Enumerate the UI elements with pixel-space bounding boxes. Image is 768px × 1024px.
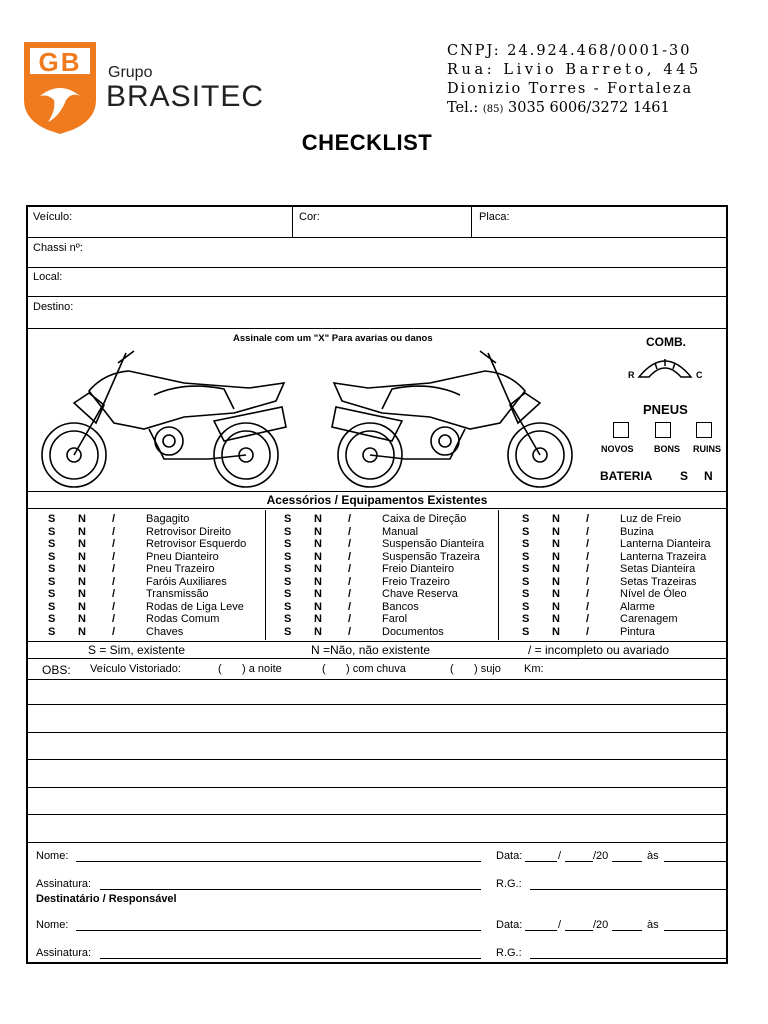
battery-no: N <box>704 469 713 483</box>
accessory-label: Bancos <box>382 600 419 613</box>
accessory-label: Setas Trazeiras <box>620 575 697 588</box>
partial-mark[interactable]: / <box>586 600 590 613</box>
no-mark[interactable]: N <box>78 563 86 575</box>
partial-mark[interactable]: / <box>112 600 116 613</box>
date-day-2[interactable] <box>525 930 557 931</box>
rg-label-2: R.G.: <box>496 947 522 959</box>
accessory-label: Suspensão Trazeira <box>382 550 480 563</box>
yes-mark[interactable]: S <box>284 563 292 575</box>
signature-label-2: Assinatura: <box>36 947 92 959</box>
partial-mark[interactable]: / <box>586 525 590 538</box>
partial-mark[interactable]: / <box>112 625 116 638</box>
rg-label-1: R.G.: <box>496 878 522 890</box>
yes-mark[interactable]: S <box>284 525 292 538</box>
no-mark[interactable]: N <box>552 513 560 525</box>
no-mark[interactable]: N <box>314 600 322 613</box>
legend-partial: / = incompleto ou avariado <box>528 643 670 657</box>
name-label-1: Nome: <box>36 850 69 862</box>
rain-paren: ( <box>322 663 326 675</box>
veiculo-label: Veículo: <box>33 211 73 223</box>
no-mark[interactable]: N <box>78 525 86 538</box>
yes-mark[interactable]: S <box>522 600 530 613</box>
signature-field-1[interactable] <box>100 889 481 890</box>
yes-mark[interactable]: S <box>284 550 292 563</box>
motorcycle-left-side-diagram <box>34 343 289 491</box>
partial-mark[interactable]: / <box>348 575 352 588</box>
company-info <box>447 42 710 119</box>
no-mark[interactable]: N <box>552 563 560 575</box>
yes-mark[interactable]: S <box>284 575 292 588</box>
partial-mark[interactable]: / <box>112 563 116 575</box>
time-label-2: às <box>647 919 659 931</box>
partial-mark[interactable]: / <box>112 538 116 550</box>
accessory-label: Chave Reserva <box>382 588 458 600</box>
date-year-1[interactable] <box>612 861 642 862</box>
yes-mark[interactable]: S <box>522 575 530 588</box>
date-month-1[interactable] <box>565 861 593 862</box>
accessory-label: Pneu Dianteiro <box>146 550 219 563</box>
yes-mark[interactable]: S <box>48 575 56 588</box>
battery-yes: S <box>680 469 689 483</box>
checklist-form <box>26 205 728 964</box>
battery-label: BATERIA <box>600 469 653 483</box>
yes-mark[interactable]: S <box>284 538 292 550</box>
cor-label: Cor: <box>299 211 320 223</box>
partial-mark[interactable]: / <box>586 563 590 575</box>
date-sep-2: / <box>558 919 562 931</box>
fuel-gauge-icon <box>633 353 697 379</box>
yes-mark[interactable]: S <box>48 550 56 563</box>
accessory-label: Alarme <box>620 600 655 613</box>
no-mark[interactable]: N <box>552 625 560 638</box>
no-mark[interactable]: N <box>314 513 322 525</box>
accessory-label: Lanterna Dianteira <box>620 538 711 550</box>
accessory-label: Chaves <box>146 625 184 638</box>
no-mark[interactable]: N <box>314 550 322 563</box>
yes-mark[interactable]: S <box>284 625 292 638</box>
night-paren: ( <box>218 663 222 675</box>
motorcycle-right-side-diagram <box>330 343 580 491</box>
accessory-label: Pneu Trazeiro <box>146 563 215 575</box>
accessory-label: Rodas de Liga Leve <box>146 600 244 613</box>
time-field-1[interactable] <box>664 861 726 862</box>
date-label-2: Data: <box>496 919 523 931</box>
accessory-label: Freio Trazeiro <box>382 575 450 588</box>
accessory-label: Farol <box>382 613 408 625</box>
rg-field-1[interactable] <box>530 889 726 890</box>
partial-mark[interactable]: / <box>348 538 352 550</box>
no-mark[interactable]: N <box>314 538 322 550</box>
partial-mark[interactable]: / <box>348 600 352 613</box>
no-mark[interactable]: N <box>78 538 86 550</box>
no-mark[interactable]: N <box>552 525 560 538</box>
yes-mark[interactable]: S <box>522 625 530 638</box>
partial-mark[interactable]: / <box>586 588 590 600</box>
yes-mark[interactable]: S <box>284 600 292 613</box>
partial-mark[interactable]: / <box>348 525 352 538</box>
local-label: Local: <box>33 271 63 283</box>
accessory-label: Luz de Freio <box>620 513 682 525</box>
brasitec-logo <box>20 40 100 134</box>
brand-prefix: Grupo <box>108 64 153 81</box>
name-label-2: Nome: <box>36 919 69 931</box>
partial-mark[interactable]: / <box>586 575 590 588</box>
no-mark[interactable]: N <box>314 575 322 588</box>
km-label: Km: <box>524 663 544 675</box>
date-year-prefix-2: /20 <box>593 919 609 931</box>
partial-mark[interactable]: / <box>348 613 352 625</box>
no-mark[interactable]: N <box>78 600 86 613</box>
yes-mark[interactable]: S <box>522 588 530 600</box>
obs-label: OBS: <box>42 663 71 677</box>
accessory-label: Setas Dianteira <box>620 563 696 575</box>
brand-name: BRASITEC <box>106 80 265 113</box>
partial-mark[interactable]: / <box>112 525 116 538</box>
partial-mark[interactable]: / <box>586 613 590 625</box>
dirty-paren: ( <box>450 663 454 675</box>
yes-mark[interactable]: S <box>48 563 56 575</box>
name-field-1[interactable] <box>76 861 481 862</box>
yes-mark[interactable]: S <box>522 550 530 563</box>
chassi-label: Chassi nº: <box>33 242 83 254</box>
no-mark[interactable]: N <box>552 600 560 613</box>
night-option[interactable]: ) a noite <box>242 663 282 675</box>
accessory-label: Carenagem <box>620 613 678 625</box>
yes-mark[interactable]: S <box>48 588 56 600</box>
tires-label: PNEUS <box>643 402 688 417</box>
no-mark[interactable]: N <box>314 613 322 625</box>
time-label-1: às <box>647 850 659 862</box>
partial-mark[interactable]: / <box>586 538 590 550</box>
partial-mark[interactable]: / <box>586 625 590 638</box>
partial-mark[interactable]: / <box>112 550 116 563</box>
accessory-label: Documentos <box>382 625 444 638</box>
date-sep-1: / <box>558 850 562 862</box>
yes-mark[interactable]: S <box>48 513 56 525</box>
accessories-heading: Acessórios / Equipamentos Existentes <box>266 493 488 507</box>
tire-bad-label: RUINS <box>693 444 722 454</box>
company-address-street: Rua: Livio Barreto, 445 <box>447 62 702 78</box>
no-mark[interactable]: N <box>314 563 322 575</box>
accessory-label: Transmissão <box>146 588 209 600</box>
partial-mark[interactable]: / <box>348 563 352 575</box>
no-mark[interactable]: N <box>552 575 560 588</box>
company-address-city: Dionizio Torres - Fortaleza <box>447 81 694 97</box>
no-mark[interactable]: N <box>314 625 322 638</box>
partial-mark[interactable]: / <box>586 550 590 563</box>
date-year-2[interactable] <box>612 930 642 931</box>
yes-mark[interactable]: S <box>522 538 530 550</box>
accessory-label: Faróis Auxiliares <box>146 575 227 588</box>
gauge-full-label: C <box>696 370 703 380</box>
tire-bad-checkbox[interactable] <box>696 422 712 438</box>
inspected-label: Veículo Vistoriado: <box>90 663 181 675</box>
accessory-label: Nível de Óleo <box>620 588 687 600</box>
no-mark[interactable]: N <box>78 513 86 525</box>
partial-mark[interactable]: / <box>112 513 116 525</box>
yes-mark[interactable]: S <box>48 525 56 538</box>
date-year-prefix-1: /20 <box>593 850 609 862</box>
partial-mark[interactable]: / <box>112 613 116 625</box>
partial-mark[interactable]: / <box>112 575 116 588</box>
no-mark[interactable]: N <box>78 613 86 625</box>
tire-new-checkbox[interactable] <box>613 422 629 438</box>
rain-option[interactable]: ) com chuva <box>346 663 406 675</box>
tire-new-label: NOVOS <box>601 444 634 454</box>
signature-field-2[interactable] <box>100 958 481 959</box>
signature-label-1: Assinatura: <box>36 878 92 890</box>
accessory-label: Retrovisor Direito <box>146 525 231 538</box>
partial-mark[interactable]: / <box>348 550 352 563</box>
yes-mark[interactable]: S <box>48 613 56 625</box>
accessory-label: Freio Dianteiro <box>382 563 455 575</box>
no-mark[interactable]: N <box>552 550 560 563</box>
no-mark[interactable]: N <box>552 588 560 600</box>
fuel-label: COMB. <box>646 335 686 349</box>
company-cnpj: CNPJ: 24.924.468/0001-30 <box>447 43 692 59</box>
yes-mark[interactable]: S <box>522 525 530 538</box>
accessory-label: Retrovisor Esquerdo <box>146 538 247 550</box>
yes-mark[interactable]: S <box>284 588 292 600</box>
name-field-2[interactable] <box>76 930 481 931</box>
no-mark[interactable]: N <box>552 538 560 550</box>
no-mark[interactable]: N <box>78 588 86 600</box>
recipient-heading: Destinatário / Responsável <box>36 893 177 905</box>
no-mark[interactable]: N <box>314 525 322 538</box>
date-day-1[interactable] <box>525 861 557 862</box>
rg-field-2[interactable] <box>530 958 726 959</box>
tire-good-checkbox[interactable] <box>655 422 671 438</box>
yes-mark[interactable]: S <box>48 625 56 638</box>
yes-mark[interactable]: S <box>284 613 292 625</box>
page-title: CHECKLIST <box>301 130 433 155</box>
partial-mark[interactable]: / <box>112 588 116 600</box>
partial-mark[interactable]: / <box>348 588 352 600</box>
partial-mark[interactable]: / <box>348 513 352 525</box>
date-label-1: Data: <box>496 850 523 862</box>
yes-mark[interactable]: S <box>522 513 530 525</box>
no-mark[interactable]: N <box>78 550 86 563</box>
no-mark[interactable]: N <box>314 588 322 600</box>
dirty-option[interactable]: ) sujo <box>474 663 501 675</box>
accessory-label: Suspensão Dianteira <box>382 538 485 550</box>
damage-instruction: Assinale com um "X" Para avarias ou danos <box>233 333 433 344</box>
date-month-2[interactable] <box>565 930 593 931</box>
yes-mark[interactable]: S <box>284 513 292 525</box>
legend-yes: S = Sim, existente <box>88 643 186 657</box>
accessory-label: Bagagito <box>146 513 190 525</box>
yes-mark[interactable]: S <box>48 538 56 550</box>
company-phone: Tel.: (85) 3035 6006/3272 1461 <box>447 100 670 116</box>
gauge-reserve-label: R <box>628 370 635 380</box>
destino-label: Destino: <box>33 301 74 313</box>
yes-mark[interactable]: S <box>48 600 56 613</box>
yes-mark[interactable]: S <box>522 563 530 575</box>
tire-good-label: BONS <box>654 444 681 454</box>
no-mark[interactable]: N <box>552 613 560 625</box>
svg-text:GB: GB <box>38 47 82 77</box>
partial-mark[interactable]: / <box>348 625 352 638</box>
time-field-2[interactable] <box>664 930 726 931</box>
accessory-label: Manual <box>382 525 419 538</box>
accessory-label: Rodas Comum <box>146 613 220 625</box>
accessory-label: Buzina <box>620 525 654 538</box>
accessory-label: Lanterna Trazeira <box>620 550 707 563</box>
partial-mark[interactable]: / <box>586 513 590 525</box>
accessory-label: Pintura <box>620 625 655 638</box>
yes-mark[interactable]: S <box>522 613 530 625</box>
accessory-label: Caixa de Direção <box>382 513 467 525</box>
no-mark[interactable]: N <box>78 575 86 588</box>
legend-no: N =Não, não existente <box>311 643 431 657</box>
no-mark[interactable]: N <box>78 625 86 638</box>
placa-label: Placa: <box>479 211 510 223</box>
